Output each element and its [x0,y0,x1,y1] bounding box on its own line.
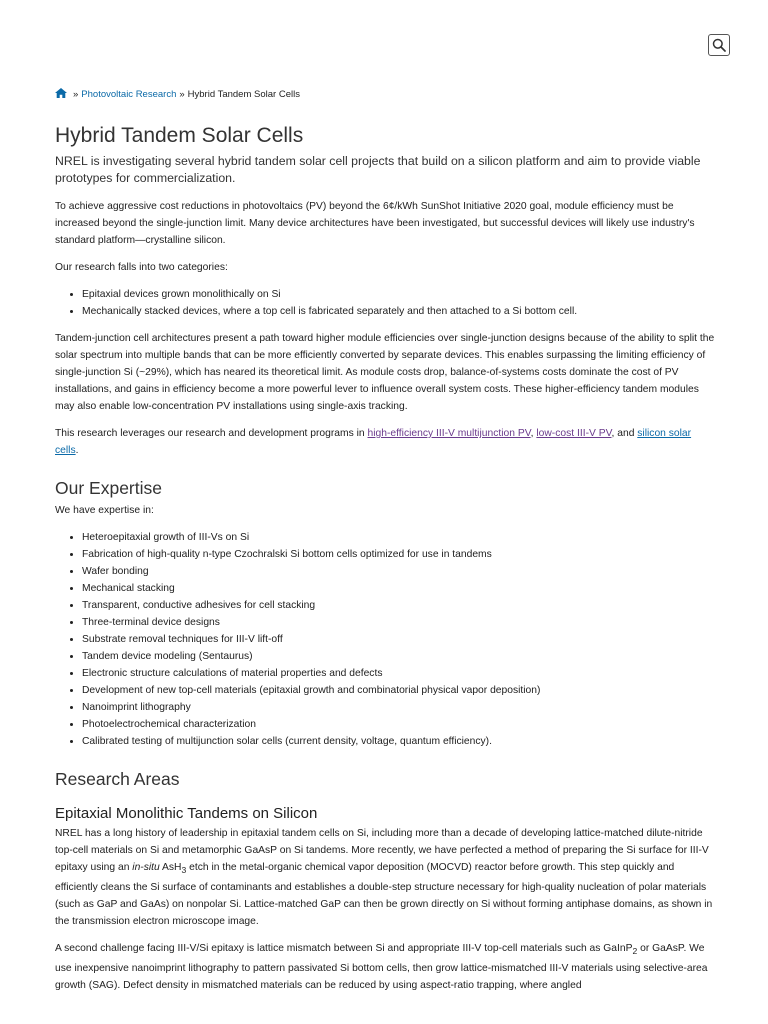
paragraph-text: etch in the metal-organic chemical vapor deposition (MOCVD) reactor before growth. This step quickly and efficiently cleans the Si surface of contaminants and establishes a double-step structure necessary for high-quality nucleation of polar materials (such as GaP and GaAs) on nonpolar Si. Lattice-matched GaP can then be grown directly on Si without forming antiphase domains, as shown in the transmission electron microscope image. [55,862,713,928]
link-iii-v-multijunction[interactable]: high-efficiency III-V multijunction PV [367,428,531,439]
breadcrumb-home[interactable] [55,88,70,101]
paragraph-text: AsH [159,862,182,873]
programs-text: , [530,428,537,439]
breadcrumb-parent-link[interactable]: Photovoltaic Research [81,89,177,100]
breadcrumb-separator: » [179,89,185,100]
categories-intro: Our research falls into two categories: [55,262,228,273]
list-item: • Development of new top-cell materials (epitaxial growth and combinatorial physical vapor deposition) [82,682,715,699]
page-title: Hybrid Tandem Solar Cells [55,124,304,147]
research-areas-heading: Research Areas [55,769,180,789]
subscript-text: 3 [181,865,187,876]
paragraph-text: A second challenge facing III-V/Si epitaxy is lattice mismatch between Si and appropriate III-V top-cell materials such as GaInP [55,943,633,955]
programs-paragraph [55,425,715,459]
intro-paragraph: To achieve aggressive cost reductions in photovoltaics (PV) beyond the 6¢/kWh SunShot Initiative 2020 goal, module efficiency must be increased beyond the single-junction limit. Many device architectures have been investigated, but successful devices will likely use industry's standard platform—crystalline silicon. [55,201,695,246]
list-item: • Substrate removal techniques for III-V lift-off [82,631,715,648]
list-item: • Nanoimprint lithography [82,699,715,716]
breadcrumb-current: Hybrid Tandem Solar Cells [187,89,300,100]
list-item: • Mechanically stacked devices, where a top cell is fabricated separately and then attached to a Si bottom cell. [82,303,715,320]
search-icon [712,38,726,52]
link-low-cost-iii-v[interactable]: low-cost III-V PV [536,428,612,439]
list-item: • Electronic structure calculations of material properties and defects [82,665,715,682]
link-silicon-solar-cells[interactable]: silicon solar cells [55,428,692,456]
list-item: • Fabrication of high-quality n-type Czochralski Si bottom cells optimized for use in tandems [82,546,715,563]
article-body [55,198,715,1004]
expertise-list [55,529,715,750]
page-lead: NREL is investigating several hybrid tandem solar cell projects that build on a silicon platform and aim to provide viable prototypes for commercialization. [55,154,701,185]
epitaxial-paragraph [55,825,715,930]
paragraph-text: NREL has a long history of leadership in epitaxial tandem cells on Si, including more than a decade of developing lattice-matched dilute-nitride top-cell materials on Si and metamorphic GaAsP on Si tandems. More recently, we have perfected a method of preparing the Si surface for III-V epitaxy using an [55,828,709,873]
list-item: • Tandem device modeling (Sentaurus) [82,648,715,665]
home-icon [55,88,67,98]
epitaxial-subheading: Epitaxial Monolithic Tandems on Silicon [55,805,318,822]
search-button[interactable] [708,34,730,56]
programs-text: , and [611,428,638,439]
italic-text: in-situ [132,862,160,873]
tandem-paragraph: Tandem-junction cell architectures present a path toward higher module efficiencies over single-junction designs because of the ability to split the solar spectrum into multiple bands that can be more efficiently converted by separate devices. This enables surpassing the limiting efficiency of single-junction Si (~29%), which has neared its theoretical limit. As module costs drop, balance-of-systems costs dominate the cost of PV installations, and gains in efficiency become a more powerful lever to influence overall system costs. These higher-efficiency tandem modules may also enable low-concentration PV installations using single-axis tracking. [55,333,715,412]
list-item: • Three-terminal device designs [82,614,715,631]
list-item: • Photoelectrochemical characterization [82,716,715,733]
programs-text: . [75,445,79,456]
categories-list [55,286,715,320]
list-item: • Calibrated testing of multijunction solar cells (current density, voltage, quantum efficiency). [82,733,715,750]
list-item: • Mechanical stacking [82,580,715,597]
breadcrumb [55,88,300,101]
breadcrumb-separator: » [73,89,79,100]
list-item: • Wafer bonding [82,563,715,580]
mismatch-paragraph [55,940,715,994]
expertise-intro: We have expertise in: [55,505,154,516]
list-item: • Transparent, conductive adhesives for cell stacking [82,597,715,614]
list-item: • Heteroepitaxial growth of III-Vs on Si [82,529,715,546]
programs-text: This research leverages our research and development programs in [55,428,368,439]
paragraph-text: or GaAsP. We use inexpensive nanoimprint lithography to pattern passivated Si bottom cells, then grow lattice-mismatched III-V materials using selective-area growth (SAG). Defect density in mismatched materials can be reduced by using aspect-ratio trapping, where angled [55,943,708,992]
expertise-heading: Our Expertise [55,478,162,498]
list-item: • Epitaxial devices grown monolithically on Si [82,286,715,303]
subscript-text: 2 [632,946,638,957]
